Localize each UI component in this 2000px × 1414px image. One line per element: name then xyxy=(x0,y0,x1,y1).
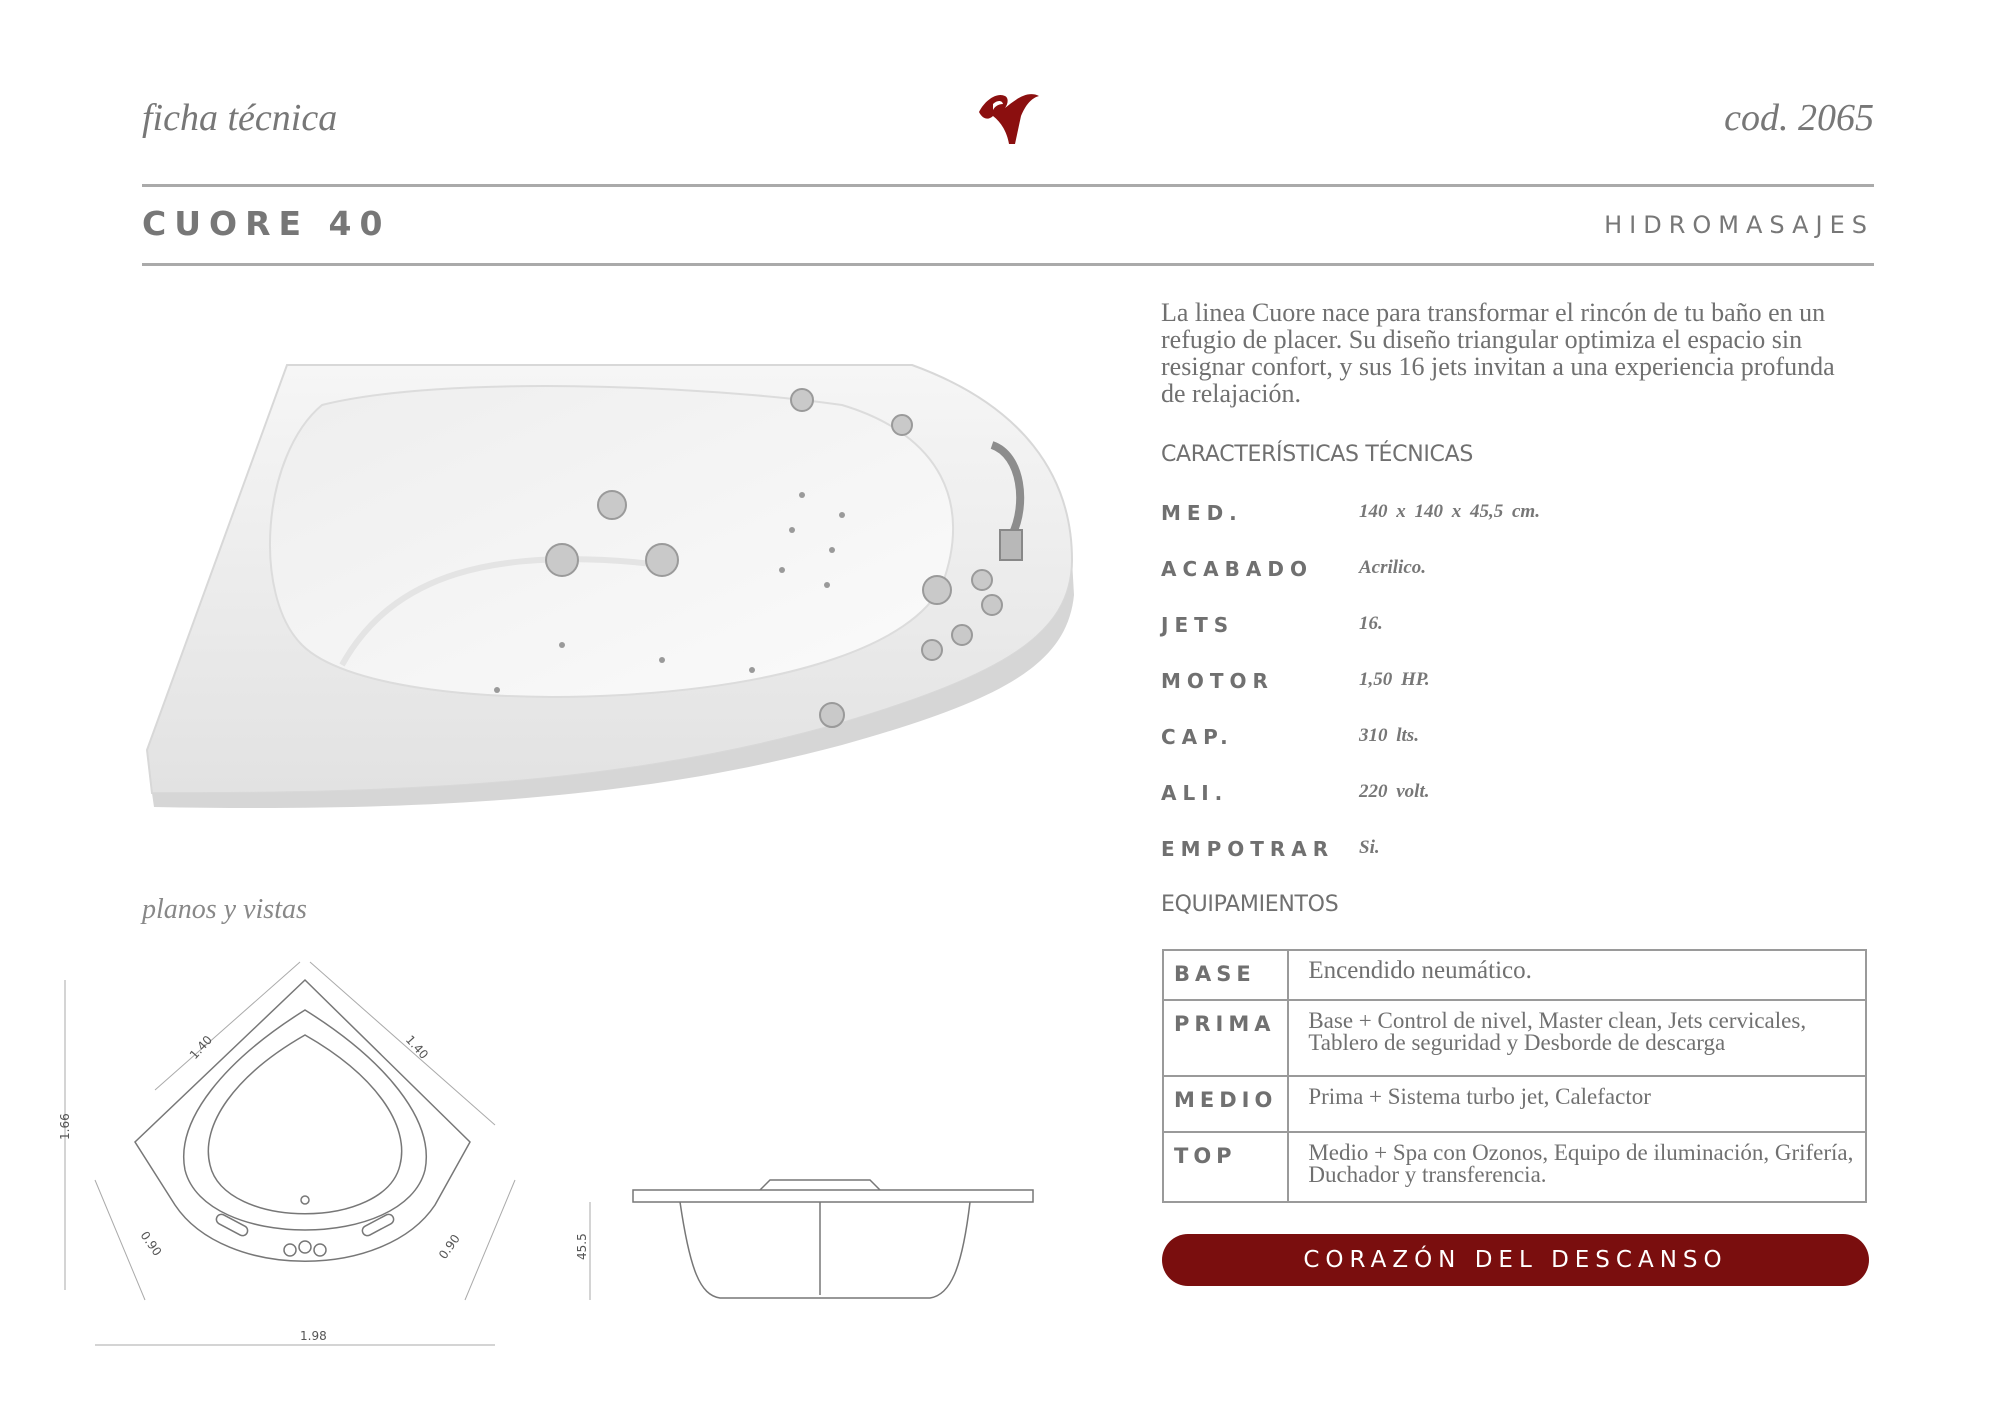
equipment-tier-label: MEDIO xyxy=(1163,1076,1288,1132)
equipment-tier-label: TOP xyxy=(1163,1132,1288,1202)
equipment-heading: EQUIPAMIENTOS xyxy=(1161,892,1339,917)
spec-value: 140 x 140 x 45,5 cm. xyxy=(1359,501,1540,522)
spec-value: 220 volt. xyxy=(1359,781,1430,802)
spec-label: EMPOTRAR xyxy=(1161,837,1335,861)
table-row xyxy=(1163,950,1866,1000)
sheet-label: ficha técnica xyxy=(142,97,338,139)
spec-row-empotrar xyxy=(1161,837,1861,877)
product-code: cod. 2065 xyxy=(1724,97,1874,139)
brand-logo xyxy=(975,82,1043,148)
table-row xyxy=(1163,1076,1866,1132)
equipment-tier-label: PRIMA xyxy=(1163,1000,1288,1076)
equipment-tier-value: Encendido neumático. xyxy=(1288,950,1866,1000)
product-description: La linea Cuore nace para transformar el rincón de tu baño en un refugio de placer. Su diseño triangular optimiza el espacio sin resignar confort, y sus 16 jets invitan a una experiencia profunda de relajación. xyxy=(1161,298,1835,408)
dim-label: 0.90 xyxy=(137,1228,165,1259)
spec-row-acabado xyxy=(1161,557,1861,597)
plans-label: planos y vistas xyxy=(142,894,307,925)
spec-label: MED. xyxy=(1161,501,1243,525)
spec-value: Si. xyxy=(1359,837,1380,858)
equipment-tier-label: BASE xyxy=(1163,950,1288,1000)
spec-label: ALI. xyxy=(1161,781,1229,805)
equipment-tier-value: Base + Control de nivel, Master clean, Jets cervicales, Tablero de seguridad y Desborde de descarga xyxy=(1288,1000,1866,1076)
product-category: HIDROMASAJES xyxy=(1604,211,1874,239)
table-row xyxy=(1163,1000,1866,1076)
dim-label: 1.40 xyxy=(402,1032,432,1062)
spec-label: CAP. xyxy=(1161,725,1234,749)
dim-label: 1.40 xyxy=(186,1032,216,1063)
spec-value: Acrilico. xyxy=(1359,557,1427,578)
equipment-tier-value: Medio + Spa con Ozonos, Equipo de iluminación, Grifería, Duchador y transferencia. xyxy=(1288,1132,1866,1202)
dim-label: 1.66 xyxy=(58,1113,72,1140)
dim-label: 1.98 xyxy=(300,1329,327,1343)
spec-value: 16. xyxy=(1359,613,1383,634)
specs-heading: CARACTERÍSTICAS TÉCNICAS xyxy=(1161,442,1474,467)
title-divider xyxy=(142,263,1874,266)
bathtub-photo xyxy=(142,345,1082,815)
spec-value: 1,50 HP. xyxy=(1359,669,1430,690)
spec-label: MOTOR xyxy=(1161,669,1274,693)
product-title: CUORE 40 xyxy=(142,204,391,243)
header-divider xyxy=(142,184,1874,187)
spec-row-jets xyxy=(1161,613,1861,653)
spec-value: 310 lts. xyxy=(1359,725,1419,746)
equipment-tier-value: Prima + Sistema turbo jet, Calefactor xyxy=(1288,1076,1866,1132)
spec-row-motor xyxy=(1161,669,1861,709)
dim-label: 0.90 xyxy=(435,1231,463,1262)
spec-row-cap xyxy=(1161,725,1861,765)
spec-row-med xyxy=(1161,501,1861,541)
spec-label: JETS xyxy=(1161,613,1235,637)
plan-top-view xyxy=(55,950,535,1350)
spec-label: ACABADO xyxy=(1161,557,1313,581)
plan-side-view xyxy=(570,1160,1050,1310)
dim-label: 45.5 xyxy=(575,1233,589,1260)
equipment-table xyxy=(1162,949,1867,1203)
table-row xyxy=(1163,1132,1866,1202)
spec-row-ali xyxy=(1161,781,1861,821)
tagline-banner: CORAZÓN DEL DESCANSO xyxy=(1162,1234,1869,1286)
